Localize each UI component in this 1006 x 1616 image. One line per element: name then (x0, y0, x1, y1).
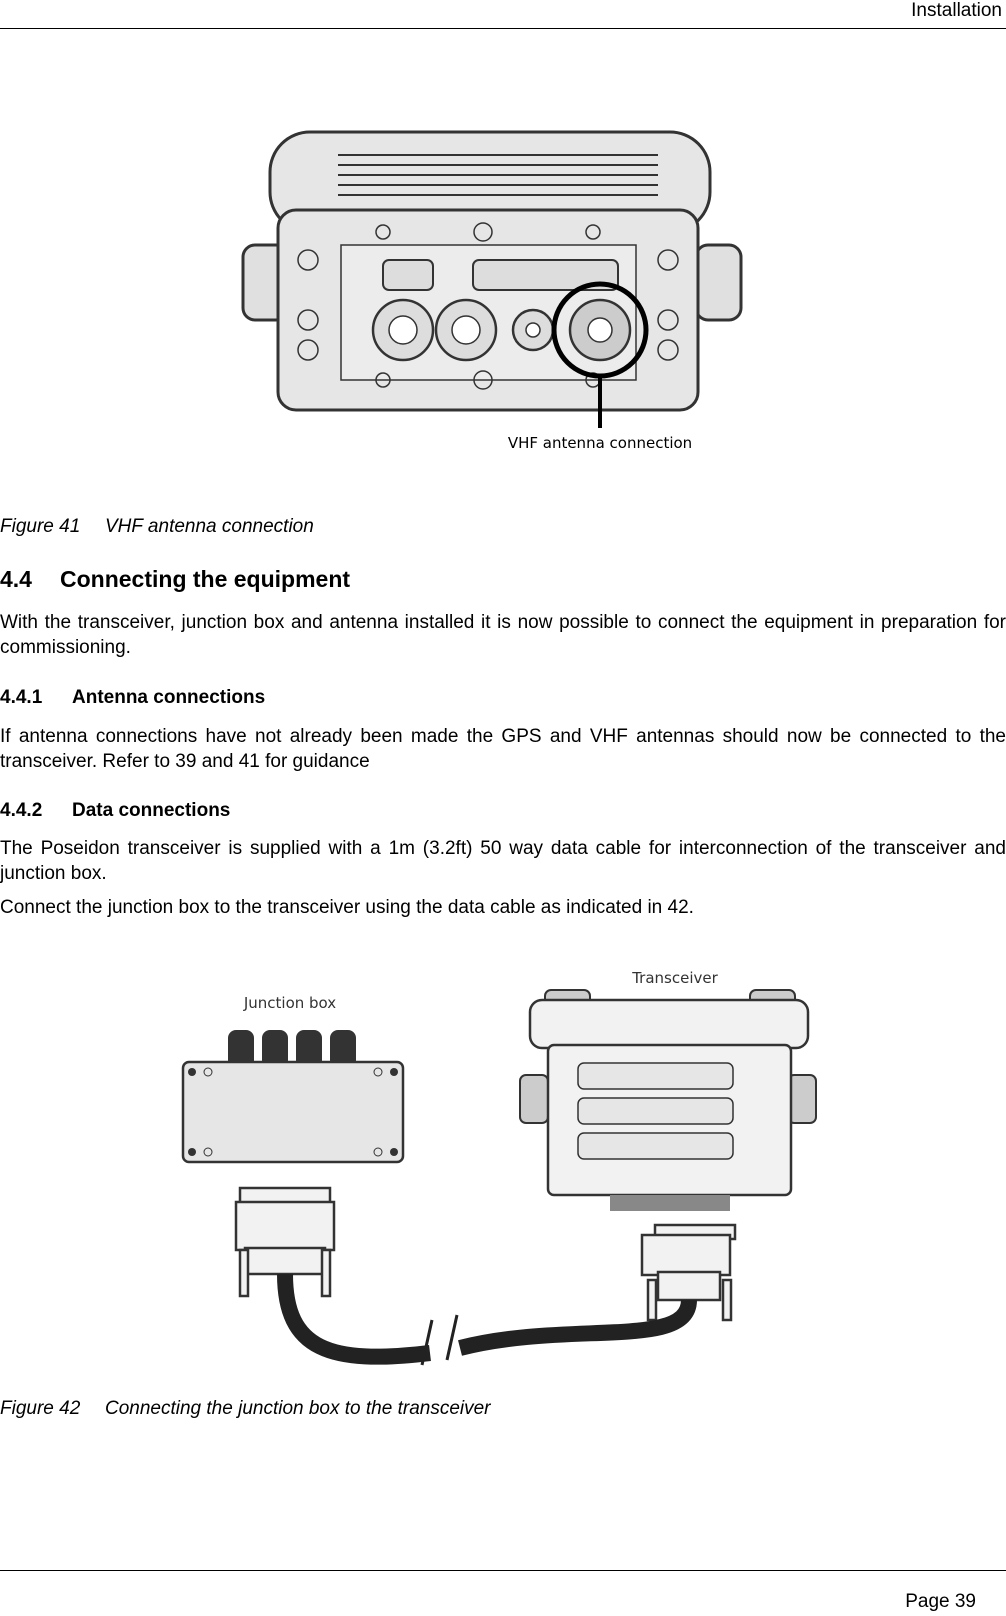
right-knob (696, 245, 741, 320)
caption-text: Connecting the junction box to the transceiver (105, 1398, 491, 1419)
section-heading (0, 566, 350, 593)
label-junction-box: Junction box (243, 994, 337, 1012)
figure-41-illustration (238, 130, 768, 480)
page-header (0, 0, 1006, 29)
data-paragraph-2: Connect the junction box to the transceiver using the data cable as indicated in 42. (0, 897, 694, 918)
section-number: 4.4 (0, 566, 32, 592)
label-transceiver: Transceiver (632, 969, 718, 987)
page-footer (0, 1570, 1006, 1612)
header-title: Installation (911, 0, 1002, 21)
junction-box (183, 1030, 403, 1162)
section-intro: With the transceiver, junction box and antenna installed it is now possible to connect the equipment in preparation for commissioning. (0, 612, 1006, 658)
subsection-title: Antenna connections (72, 687, 266, 708)
subsection-title: Data connections (72, 800, 231, 821)
subsection-number: 4.4.2 (0, 800, 43, 821)
transceiver (520, 990, 816, 1211)
data-cable (285, 1274, 430, 1357)
caption-number: Figure 42 (0, 1398, 81, 1419)
caption-number: Figure 41 (0, 516, 81, 537)
figure-41-caption (0, 516, 314, 538)
subsection-heading-antenna (0, 687, 265, 709)
subsection-number: 4.4.1 (0, 687, 43, 708)
page-number: Page 39 (905, 1591, 976, 1612)
figure-42-caption (0, 1398, 491, 1420)
antenna-paragraph: If antenna connections have not already been made the GPS and VHF antennas should now be connected to the transceiver. Refer to 39 and 41 for guidance (0, 726, 1006, 772)
data-paragraph-1: The Poseidon transceiver is supplied with a 1m (3.2ft) 50 way data cable for interconnection of the transceiver and junction box. (0, 838, 1006, 884)
section-title: Connecting the equipment (60, 566, 351, 592)
callout-vhf-antenna: VHF antenna connection (507, 434, 693, 452)
subsection-heading-data (0, 800, 230, 822)
caption-text: VHF antenna connection (105, 516, 314, 537)
db9-port (383, 260, 433, 290)
figure-42-illustration (170, 960, 830, 1370)
